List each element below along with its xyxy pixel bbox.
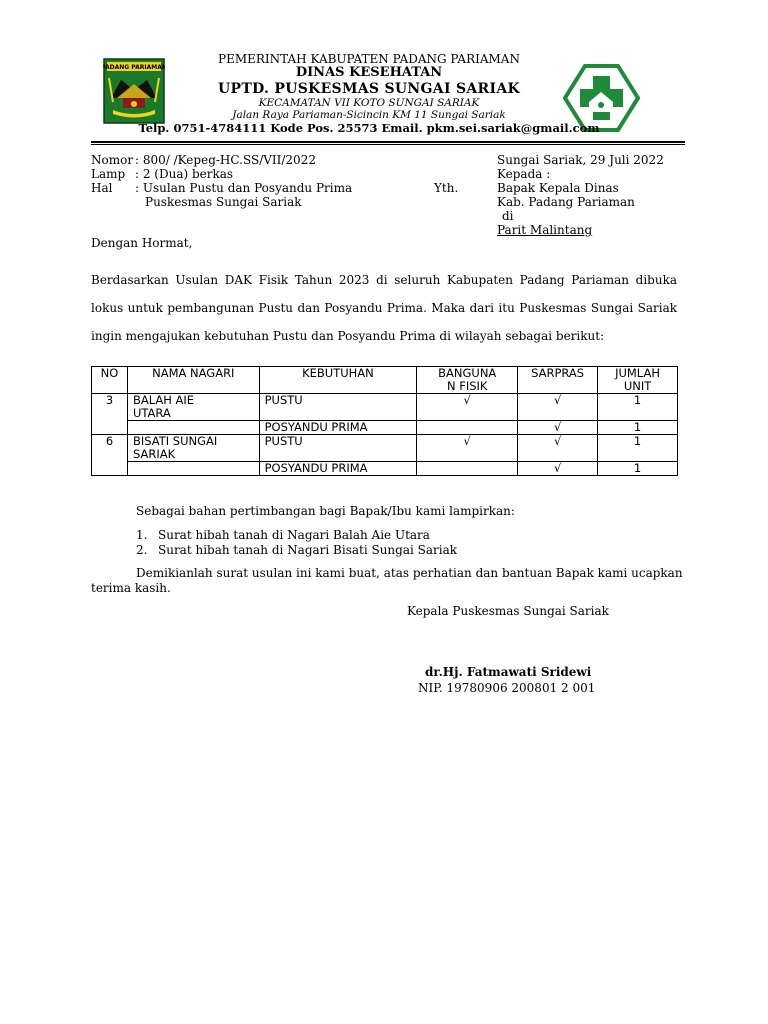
cell-kebutuhan: PUSTU — [259, 394, 417, 421]
cell-sarpras: √ — [518, 435, 598, 462]
cell-kebutuhan: PUSTU — [259, 435, 417, 462]
cell-bangunan: √ — [417, 394, 518, 421]
attachment-number: 2. — [136, 543, 148, 557]
letterhead-contact: Telp. 0751-4784111 Kode Pos. 25573 Email. pkm.sei.sariak@gmail.com — [138, 121, 600, 135]
letterhead-address: Jalan Raya Pariaman-Sicincin KM 11 Sungai Sariak — [232, 109, 506, 121]
nomor-value: : 800/ /Kepeg-HC.SS/VII/2022 — [135, 153, 316, 167]
cell-bangunan: √ — [417, 435, 518, 462]
body-paragraph-line-1: Berdasarkan Usulan DAK Fisik Tahun 2023 di seluruh Kabupaten Padang Pariaman dibuka — [91, 273, 677, 287]
attachment-item: Surat hibah tanah di Nagari Bisati Sungai Sariak — [158, 543, 458, 557]
signature-title: Kepala Puskesmas Sungai Sariak — [407, 604, 609, 618]
table-header-row — [92, 367, 678, 394]
table-row — [92, 421, 678, 435]
nomor-label: Nomor — [91, 153, 134, 167]
letterhead-district: KECAMATAN VII KOTO SUNGAI SARIAK — [258, 97, 480, 109]
cell-sarpras: √ — [518, 462, 598, 476]
header-bangunan-fisik: BANGUNA N FISIK — [417, 367, 518, 394]
recipient-di: di — [502, 209, 514, 223]
cell-bangunan — [417, 421, 518, 435]
attachment-item: Surat hibah tanah di Nagari Balah Aie Utara — [158, 528, 430, 542]
svg-text:PADANG PARIAMAN: PADANG PARIAMAN — [103, 64, 165, 71]
cell-nagari-empty — [127, 462, 259, 476]
table-row — [92, 394, 678, 421]
hal-label: Hal — [91, 181, 113, 195]
place-date: Sungai Sariak, 29 Juli 2022 — [497, 153, 664, 167]
needs-table — [91, 366, 678, 476]
table-row — [92, 462, 678, 476]
letterhead-institution: UPTD. PUSKESMAS SUNGAI SARIAK — [218, 81, 520, 97]
cell-no: 6 — [92, 435, 128, 476]
closing-line-1: Demikianlah surat usulan ini kami buat, atas perhatian dan bantuan Bapak kami ucapkan — [136, 566, 683, 580]
signature-name: dr.Hj. Fatmawati Sridewi — [425, 665, 592, 679]
cell-no: 3 — [92, 394, 128, 435]
hal-value-continued: Puskesmas Sungai Sariak — [145, 195, 302, 209]
cell-nagari: BALAH AIE UTARA — [127, 394, 259, 421]
table-row — [92, 435, 678, 462]
attachments-intro: Sebagai bahan pertimbangan bagi Bapak/Ibu kami lampirkan: — [136, 504, 515, 518]
header-jumlah-unit: JUMLAH UNIT — [598, 367, 678, 394]
lamp-label: Lamp — [91, 167, 126, 181]
attachment-number: 1. — [136, 528, 148, 542]
cell-kebutuhan: POSYANDU PRIMA — [259, 462, 417, 476]
cell-jumlah: 1 — [598, 435, 678, 462]
salutation: Dengan Hormat, — [91, 236, 193, 250]
header-no: NO — [92, 367, 128, 394]
header-sarpras: SARPRAS — [518, 367, 598, 394]
letterhead-agency: DINAS KESEHATAN — [295, 65, 443, 80]
signature-nip: NIP. 19780906 200801 2 001 — [418, 681, 596, 695]
recipient-location: Parit Malintang — [497, 223, 593, 237]
closing-line-2: terima kasih. — [91, 581, 171, 595]
cell-sarpras: √ — [518, 421, 598, 435]
recipient-region: Kab. Padang Pariaman — [497, 195, 635, 209]
cell-bangunan — [417, 462, 518, 476]
letterhead-divider-thin — [91, 144, 685, 145]
body-paragraph-line-2: lokus untuk pembangunan Pustu dan Posyandu Prima. Maka dari itu Puskesmas Sungai Sariak — [91, 301, 677, 315]
header-kebutuhan: KEBUTUHAN — [259, 367, 417, 394]
cell-nagari-empty — [127, 421, 259, 435]
body-paragraph-line-3: ingin mengajukan kebutuhan Pustu dan Posyandu Prima di wilayah sebagai berikut: — [91, 329, 605, 343]
letterhead-government: PEMERINTAH KABUPATEN PADANG PARIAMAN — [218, 52, 520, 66]
hal-value: : Usulan Pustu dan Posyandu Prima — [135, 181, 353, 195]
cell-kebutuhan: POSYANDU PRIMA — [259, 421, 417, 435]
cell-jumlah: 1 — [598, 394, 678, 421]
recipient-title: Bapak Kepala Dinas — [497, 181, 619, 195]
cell-nagari: BISATI SUNGAI SARIAK — [127, 435, 259, 462]
lamp-value: : 2 (Dua) berkas — [135, 167, 234, 181]
cell-jumlah: 1 — [598, 421, 678, 435]
header-nagari: NAMA NAGARI — [127, 367, 259, 394]
yth-label: Yth. — [434, 181, 459, 195]
cell-sarpras: √ — [518, 394, 598, 421]
kepada-label: Kepada : — [497, 167, 551, 181]
cell-jumlah: 1 — [598, 462, 678, 476]
letterhead-divider — [91, 141, 685, 143]
